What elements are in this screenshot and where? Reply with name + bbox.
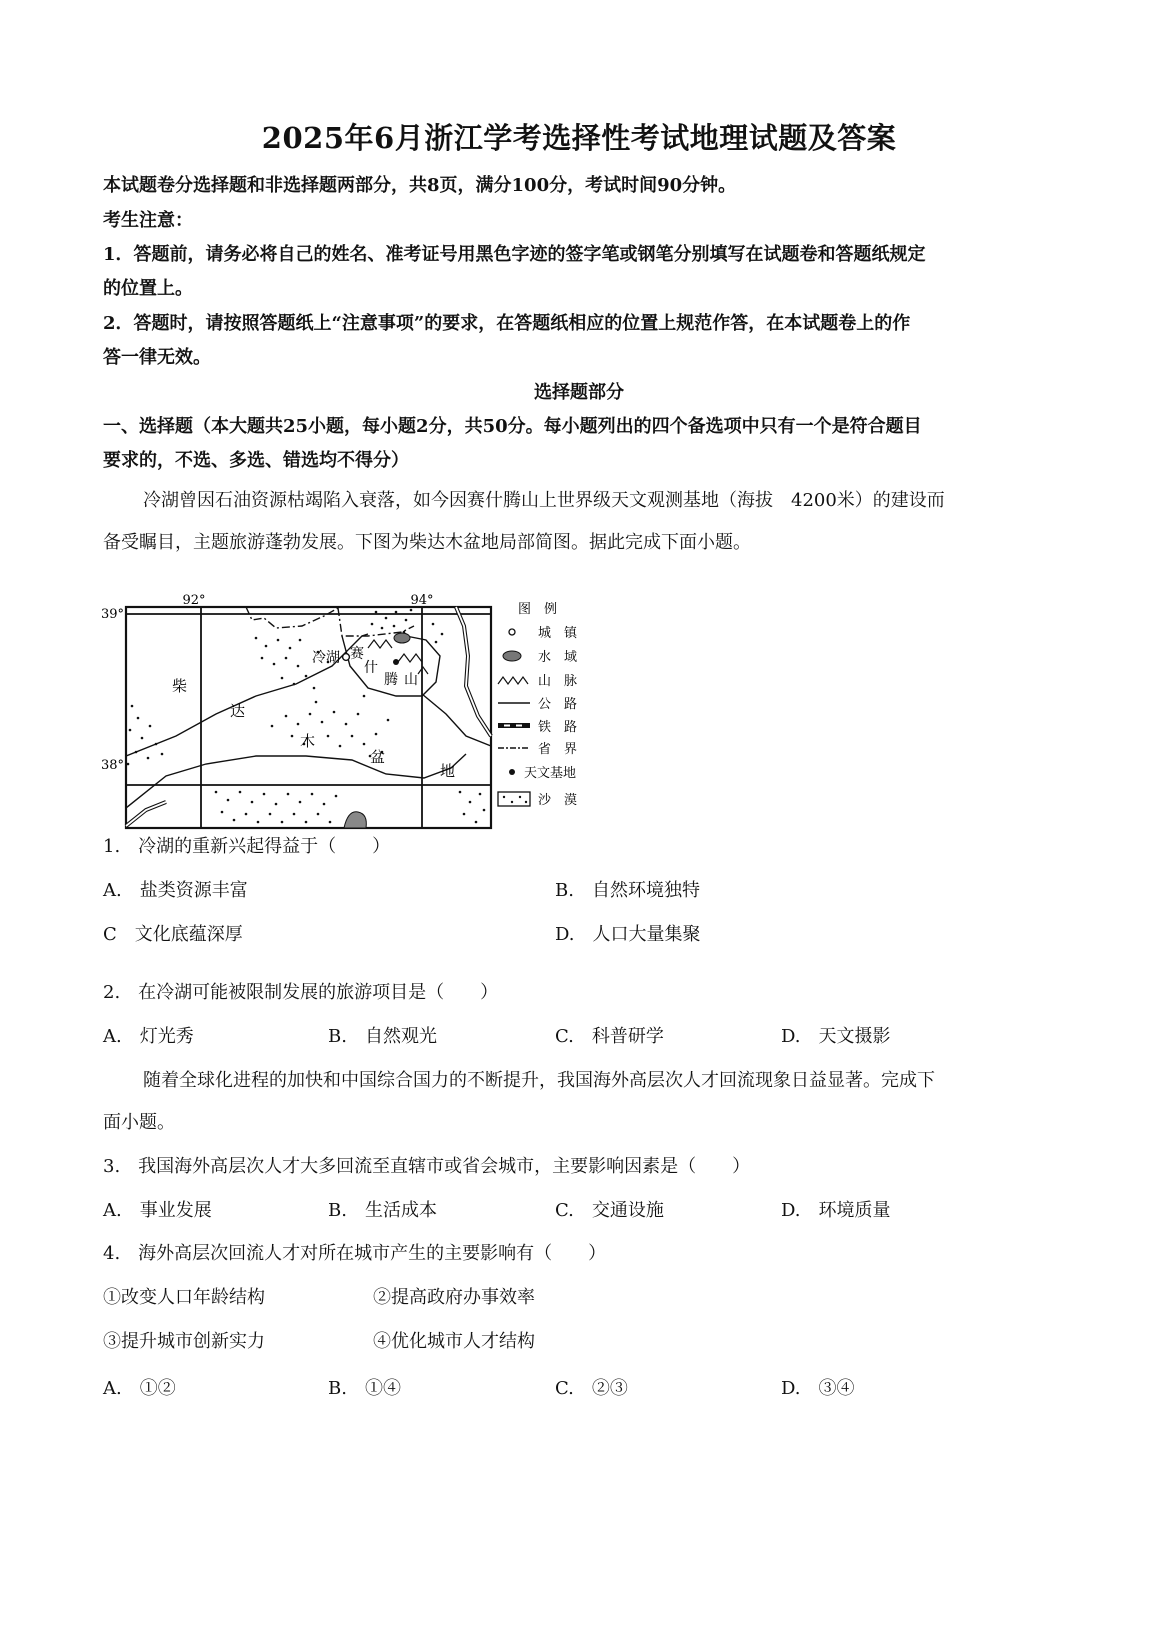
q4-statement-3: ③提升城市创新实力 [103, 1331, 265, 1352]
q1-option-a: A. 盐类资源丰富 [103, 880, 248, 901]
map-svg [100, 593, 621, 856]
q4-statement-4: ④优化城市人才结构 [373, 1331, 535, 1352]
mountain-char-1: 赛 [350, 646, 364, 662]
passage1-line1: 冷湖曾因石油资源枯竭陷入衰落，如今因赛什腾山上世界级天文观测基地（海拔 4200米）的建设而 [143, 490, 945, 511]
legend-observatory-symbol [509, 769, 515, 775]
road-south [126, 754, 466, 808]
notice-1-line1: 1．答题前，请务必将自己的姓名、准考证号用黑色字迹的签字笔或钢笔分别填写在试题卷和答题纸规定 [103, 244, 926, 265]
legend-boundary: 省 界 [538, 742, 578, 757]
legend-title: 图 例 [518, 602, 558, 617]
passage2-line2: 面小题。 [103, 1112, 175, 1133]
q3-stem: 3. 我国海外高层次人才大多回流至直辖市或省会城市，主要影响因素是（ ） [103, 1156, 751, 1177]
section-title: 选择题部分 [534, 382, 624, 403]
legend-road: 公 路 [538, 697, 578, 712]
passage1-line2: 备受瞩目，主题旅游蓬勃发展。下图为柴达木盆地局部简图。据此完成下面小题。 [103, 532, 751, 553]
basin-char-5: 地 [440, 762, 456, 780]
town-lenghu [343, 654, 350, 661]
notice-1-line2: 的位置上。 [103, 278, 193, 299]
observatory-point [393, 659, 399, 665]
legend-railway: 铁 路 [538, 720, 578, 735]
legend-water-symbol [503, 651, 521, 661]
legend-railway-symbol [498, 723, 530, 728]
legend-observatory: 天文基地 [524, 766, 577, 781]
notice-2-line1: 2．答题时，请按照答题纸上“注意事项”的要求，在答题纸相应的位置上规范作答，在本试题卷上的作 [103, 313, 911, 334]
map-legend [498, 602, 578, 808]
railway-sw-outer [126, 802, 166, 826]
basin-char-2: 达 [230, 702, 246, 720]
q2-option-d: D. 天文摄影 [781, 1026, 891, 1047]
q4-option-b: B. ①④ [328, 1378, 401, 1399]
q4-option-d: D. ③④ [781, 1378, 855, 1399]
legend-desert-symbol [498, 792, 530, 806]
lake-north [394, 633, 410, 643]
lat-38-label: 38° [100, 758, 124, 773]
map-frame [126, 607, 491, 828]
q1-option-d: D. 人口大量集聚 [555, 924, 701, 945]
lat-39-label: 39° [100, 607, 124, 622]
intro-text: 本试题卷分选择题和非选择题两部分，共8页，满分100分，考试时间90分钟。 [103, 175, 737, 196]
q2-option-a: A. 灯光秀 [103, 1026, 194, 1047]
q3-option-a: A. 事业发展 [103, 1200, 212, 1221]
q4-stem: 4. 海外高层次回流人才对所在城市产生的主要影响有（ ） [103, 1243, 607, 1264]
q4-option-c: C. ②③ [555, 1378, 628, 1399]
lake-south [344, 812, 366, 828]
legend-town: 城 镇 [538, 626, 578, 641]
basin-char-1: 柴 [172, 677, 188, 695]
passage2-line1: 随着全球化进程的加快和中国综合国力的不断提升，我国海外高层次人才回流现象日益显著。完成下 [143, 1070, 935, 1091]
mountain-symbol-3 [418, 667, 428, 674]
notice-2-line2: 答一律无效。 [103, 347, 211, 368]
q1-option-b: B. 自然环境独特 [555, 880, 700, 901]
mountain-symbol-2 [398, 654, 422, 662]
place-label-lenghu: 冷湖 [312, 650, 340, 666]
q4-option-a: A. ①② [103, 1378, 176, 1399]
page-title: 2025年6月浙江学考选择性考试地理试题及答案 [261, 121, 897, 155]
province-boundary-1 [246, 607, 338, 628]
q1-stem: 1. 冷湖的重新兴起得益于（ ） [103, 836, 391, 857]
mountain-char-3: 腾 [384, 672, 398, 688]
lon-92-label: 92° [182, 593, 206, 608]
mountain-char-4: 山 [404, 672, 418, 688]
basin-char-4: 盆 [370, 748, 386, 766]
legend-town-symbol [509, 629, 515, 635]
q2-option-c: C. 科普研学 [555, 1026, 664, 1047]
q2-option-b: B. 自然观光 [328, 1026, 437, 1047]
lon-94-label: 94° [410, 593, 434, 608]
q3-option-c: C. 交通设施 [555, 1200, 664, 1221]
qaidam-basin-map [100, 593, 621, 856]
basin-char-3: 木 [300, 732, 316, 750]
q2-stem: 2. 在冷湖可能被限制发展的旅游项目是（ ） [103, 982, 499, 1003]
q3-option-d: D. 环境质量 [781, 1200, 891, 1221]
part1-instructions-line2: 要求的，不选、多选、错选均不得分） [103, 450, 409, 471]
q4-statement-2: ②提高政府办事效率 [373, 1287, 535, 1308]
desert-dots [127, 609, 486, 824]
mountain-char-2: 什 [364, 660, 378, 676]
legend-mountain: 山 脉 [538, 674, 578, 689]
mountain-symbol-1 [368, 640, 392, 648]
q1-option-c: C 文化底蕴深厚 [103, 924, 243, 945]
notice-heading: 考生注意： [103, 210, 193, 231]
railway-outer [456, 607, 491, 736]
legend-water: 水 域 [538, 650, 578, 665]
q3-option-b: B. 生活成本 [328, 1200, 437, 1221]
legend-desert: 沙 漠 [538, 793, 578, 808]
part1-instructions-line1: 一、选择题（本大题共25小题，每小题2分，共50分。每小题列出的四个备选项中只有一个是符合题目 [103, 416, 922, 437]
railway-inner [456, 607, 491, 736]
legend-mountain-symbol [498, 677, 528, 684]
q4-statement-1: ①改变人口年龄结构 [103, 1287, 265, 1308]
